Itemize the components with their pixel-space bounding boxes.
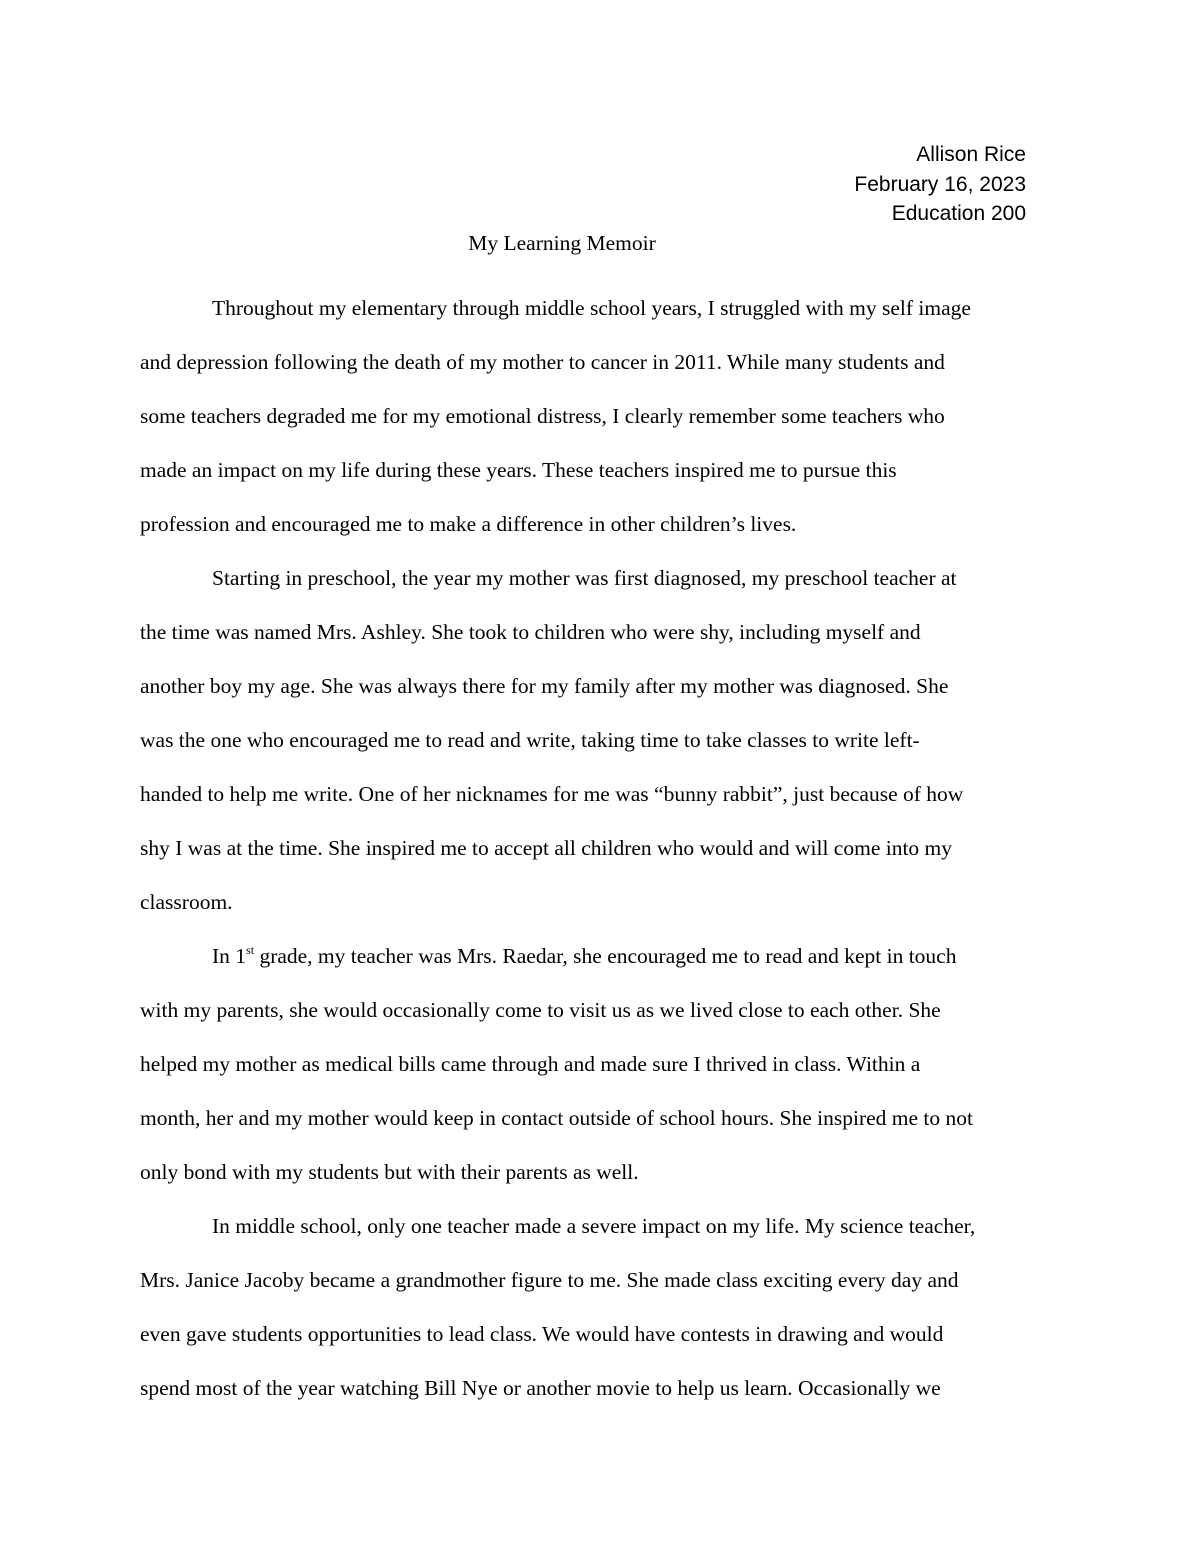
paragraph-line: Mrs. Janice Jacoby became a grandmother figure to me. She made class exciting every day and <box>140 1268 959 1292</box>
paragraph <box>140 929 1058 1199</box>
paragraph-line: Starting in preschool, the year my mother was first diagnosed, my preschool teacher at <box>212 566 957 590</box>
document-date: February 16, 2023 <box>854 172 1026 196</box>
line-text: grade, my teacher was Mrs. Raedar, she encouraged me to read and kept in touch <box>254 944 957 968</box>
paragraph-line: and depression following the death of my mother to cancer in 2011. While many students and <box>140 350 945 374</box>
paragraph <box>140 1199 1058 1415</box>
paragraph-line: made an impact on my life during these years. These teachers inspired me to pursue this <box>140 458 897 482</box>
paragraph-line: some teachers degraded me for my emotional distress, I clearly remember some teachers who <box>140 404 945 428</box>
ordinal-suffix: st <box>246 943 255 957</box>
header-block <box>854 140 1026 229</box>
paragraph-line: Throughout my elementary through middle school years, I struggled with my self image <box>212 296 971 320</box>
paragraph-line: even gave students opportunities to lead class. We would have contests in drawing and would <box>140 1322 944 1346</box>
paragraph-line: the time was named Mrs. Ashley. She took to children who were shy, including myself and <box>140 620 921 644</box>
paragraph-line: classroom. <box>140 890 233 914</box>
paragraph-line: profession and encouraged me to make a difference in other children’s lives. <box>140 512 797 536</box>
paragraph-line: month, her and my mother would keep in contact outside of school hours. She inspired me to not <box>140 1106 973 1130</box>
author-name: Allison Rice <box>916 143 1026 166</box>
paragraph-line: In middle school, only one teacher made a severe impact on my life. My science teacher, <box>212 1214 976 1238</box>
line-text: In 1 <box>212 944 247 968</box>
paragraph-line: with my parents, she would occasionally come to visit us as we lived close to each other. She <box>140 998 941 1022</box>
paragraph-line: spend most of the year watching Bill Nye or another movie to help us learn. Occasionally we <box>140 1376 941 1400</box>
paragraph <box>140 551 1058 929</box>
document-title: My Learning Memoir <box>468 231 656 255</box>
paragraph-line: shy I was at the time. She inspired me to accept all children who would and will come into my <box>140 836 953 860</box>
paragraph-line: handed to help me write. One of her nicknames for me was “bunny rabbit”, just because of how <box>140 782 964 806</box>
paragraph-line: helped my mother as medical bills came through and made sure I thrived in class. Within a <box>140 1052 921 1076</box>
paragraph <box>140 281 1058 551</box>
paragraph-line <box>140 929 1058 983</box>
paragraph-line: was the one who encouraged me to read and write, taking time to take classes to write left- <box>140 728 920 752</box>
paragraph-line: another boy my age. She was always there for my family after my mother was diagnosed. She <box>140 674 949 698</box>
course-name: Education 200 <box>891 202 1026 225</box>
document-body <box>140 281 1058 1415</box>
paragraph-line: only bond with my students but with their parents as well. <box>140 1160 639 1184</box>
